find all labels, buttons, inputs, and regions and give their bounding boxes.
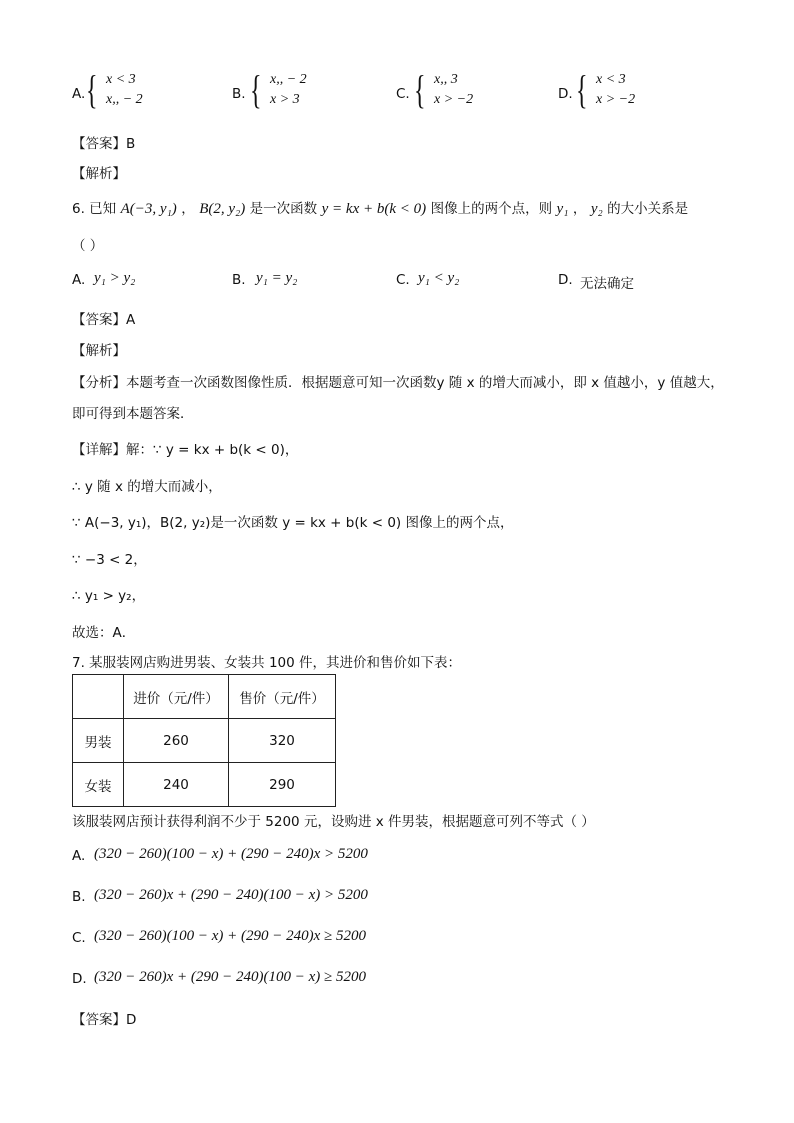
table-header-cell: 进价（元/件） — [124, 675, 229, 719]
q5-option-b-brace: { — [250, 67, 262, 112]
table-header-cell — [73, 675, 124, 719]
q5-option-b-letter: B. — [232, 86, 246, 102]
q6-answer: 【答案】A — [72, 312, 136, 328]
q5-option-d-brace: { — [576, 67, 588, 112]
q6-detail-4: ∵ −3 < 2， — [72, 552, 147, 568]
q6-detail-3: ∵ A(−3, y₁)，B(2, y₂)是一次函数 y = kx + b(k < 0) 图像上的两个点， — [72, 515, 514, 531]
q6-function: y = kx + b(k < 0) — [321, 201, 427, 217]
q6-option-d-text: 无法确定 — [580, 276, 634, 292]
q5-answer: 【答案】B — [72, 136, 136, 152]
q6-point-a: A(−3, y₁) — [120, 201, 177, 217]
q7-option-b-text: (320 − 260)x + (290 − 240)(100 − x) > 5200 — [94, 887, 368, 903]
q7-price-table — [72, 674, 336, 807]
q6-y2: y₂ — [590, 201, 603, 217]
q7-question: 该服装网店预计获得利润不少于 5200 元，设购进 x 件男装，根据题意可列不等式（ ） — [72, 814, 595, 830]
table-row — [73, 763, 336, 807]
q6-fenxi-line2: 即可得到本题答案． — [72, 406, 194, 422]
q6-choose: 故选：A． — [72, 625, 136, 641]
table-cell: 290 — [229, 763, 336, 807]
q5-option-c-line1: x,, 3 — [434, 72, 458, 87]
q7-answer: 【答案】D — [72, 1012, 137, 1028]
q7-stem: 7. 某服装网店购进男装、女装共 100 件，其进价和售价如下表： — [72, 655, 462, 671]
q7-option-a-letter: A. — [72, 848, 86, 864]
q5-option-b-line1: x,, − 2 — [270, 72, 307, 87]
q6-option-b-text: y₁ = y₂ — [256, 270, 298, 286]
q6-option-a-letter: A. — [72, 272, 86, 288]
table-cell: 320 — [229, 719, 336, 763]
table-cell: 240 — [124, 763, 229, 807]
q5-analysis-label: 【解析】 — [72, 166, 126, 182]
q5-option-d-line1: x < 3 — [596, 72, 626, 87]
q6-option-d-letter: D. — [558, 272, 573, 288]
q6-detail-1: 【详解】解：∵ y = kx + b(k < 0)， — [72, 442, 299, 458]
table-cell: 260 — [124, 719, 229, 763]
q5-option-a-letter: A. — [72, 86, 86, 102]
q7-option-c-text: (320 − 260)(100 − x) + (290 − 240)x ≥ 5200 — [94, 928, 367, 944]
q7-option-a-text: (320 − 260)(100 − x) + (290 − 240)x > 5200 — [94, 846, 368, 862]
q6-stem-b: 是一次函数 — [249, 201, 318, 217]
q6-analysis-label: 【解析】 — [72, 343, 126, 359]
q5-option-d-letter: D. — [558, 86, 573, 102]
q6-stem-d: 的大小关系是 — [607, 201, 689, 217]
q7-option-d-letter: D. — [72, 971, 87, 987]
table-header-row — [73, 675, 336, 719]
q6-paren: （ ） — [72, 238, 104, 254]
q6-option-b-letter: B. — [232, 272, 246, 288]
q6-option-a-text: y₁ > y₂ — [94, 270, 136, 286]
q7-option-b-letter: B. — [72, 889, 86, 905]
table-cell: 男装 — [73, 719, 124, 763]
q6-stem — [72, 197, 688, 218]
q6-detail-5: ∴ y₁ > y₂， — [72, 588, 146, 604]
q5-option-a-brace: { — [86, 67, 98, 112]
q5-option-d-line2: x > −2 — [596, 92, 636, 107]
q6-detail-2: ∴ y 随 x 的增大而减小， — [72, 479, 222, 495]
q6-stem-a: 6. 已知 — [72, 201, 117, 217]
q7-option-d-text: (320 − 260)x + (290 − 240)(100 − x) ≥ 5200 — [94, 969, 367, 985]
q5-option-c-line2: x > −2 — [434, 92, 474, 107]
q6-sep: ， — [181, 201, 195, 217]
q5-option-b-line2: x > 3 — [270, 92, 300, 107]
q6-option-c-text: y₁ < y₂ — [418, 270, 460, 286]
q5-option-c-letter: C. — [396, 86, 410, 102]
q6-point-b: B(2, y₂) — [199, 201, 246, 217]
q6-stem-c: 图像上的两个点，则 — [430, 201, 553, 217]
table-cell: 女装 — [73, 763, 124, 807]
q6-y1: y₁ — [556, 201, 569, 217]
q5-option-a-line1: x < 3 — [106, 72, 136, 87]
q5-option-c-brace: { — [414, 67, 426, 112]
q6-comma: ， — [572, 201, 587, 217]
table-header-cell: 售价（元/件） — [229, 675, 336, 719]
q5-option-a-line2: x,, − 2 — [106, 92, 143, 107]
q6-option-c-letter: C. — [396, 272, 410, 288]
q7-option-c-letter: C. — [72, 930, 86, 946]
q6-fenxi-line1: 【分析】本题考查一次函数图像性质．根据题意可知一次函数y 随 x 的增大而减小，即 x 值越小，y 值越大， — [72, 375, 724, 391]
table-row — [73, 719, 336, 763]
